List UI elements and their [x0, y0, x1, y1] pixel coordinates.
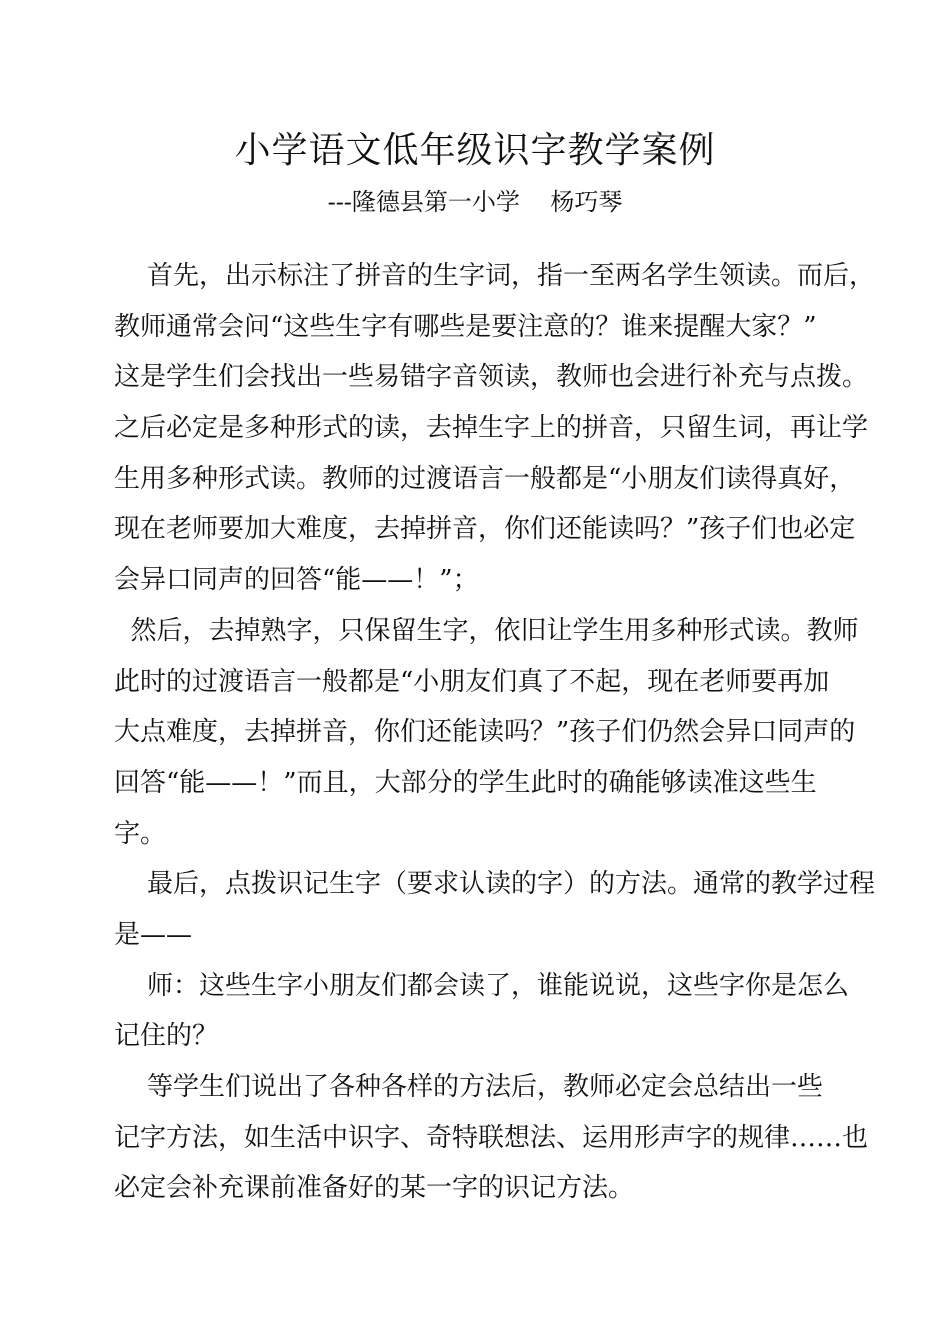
text-line: 是——	[114, 919, 193, 950]
text-line: 首先，出示标注了拼音的生字词，指一至两名学生领读。而后，	[114, 261, 876, 291]
text-line: 记住的？	[114, 1021, 219, 1052]
text-line: 师：这些生字小朋友们都会读了，谁能说说，这些字你是怎么	[114, 970, 850, 1001]
text-line: 等学生们说出了各种各样的方法后，教师必定会总结出一些	[114, 1072, 824, 1102]
text-line: 会异口同声的回答“能——！”；	[114, 565, 479, 596]
text-line: 大点难度，去掉拼音，你们还能读吗？”孩子们仍然会异口同声的	[114, 717, 856, 748]
text-line: 之后必定是多种形式的读，去掉生字上的拼音，只留生词，再让学	[114, 413, 869, 444]
text-line: 必定会补充课前准备好的某一字的识记方法。	[114, 1173, 635, 1204]
text-line: 生用多种形式读。教师的过渡语言一般都是“小朋友们读得真好，	[114, 463, 856, 494]
text-line: 教师通常会问“这些生字有哪些是要注意的？谁来提醒大家？”	[114, 311, 817, 342]
text-line: 最后，点拨识记生字（要求认读的字）的方法。通常的教学过程	[114, 869, 876, 900]
document-subtitle: ---隆德县第一小学 杨巧琴	[327, 188, 623, 216]
text-line: 然后，去掉熟字，只保留生字，依旧让学生用多种形式读。教师	[114, 615, 859, 646]
text-line: 字。	[114, 818, 167, 849]
document-body	[114, 251, 876, 1214]
text-line: 此时的过渡语言一般都是“小朋友们真了不起，现在老师要再加	[114, 666, 830, 697]
text-line: 记字方法，如生活中识字、奇特联想法、运用形声字的规律……也	[114, 1122, 869, 1153]
text-line: 回答“能——！”而且，大部分的学生此时的确能够读准这些生	[114, 767, 817, 798]
text-line: 现在老师要加大难度，去掉拼音，你们还能读吗？”孩子们也必定	[114, 514, 856, 545]
text-line: 这是学生们会找出一些易错字音领读，教师也会进行补充与点拨。	[114, 362, 869, 393]
document-title: 小学语文低年级识字教学案例	[234, 130, 716, 171]
